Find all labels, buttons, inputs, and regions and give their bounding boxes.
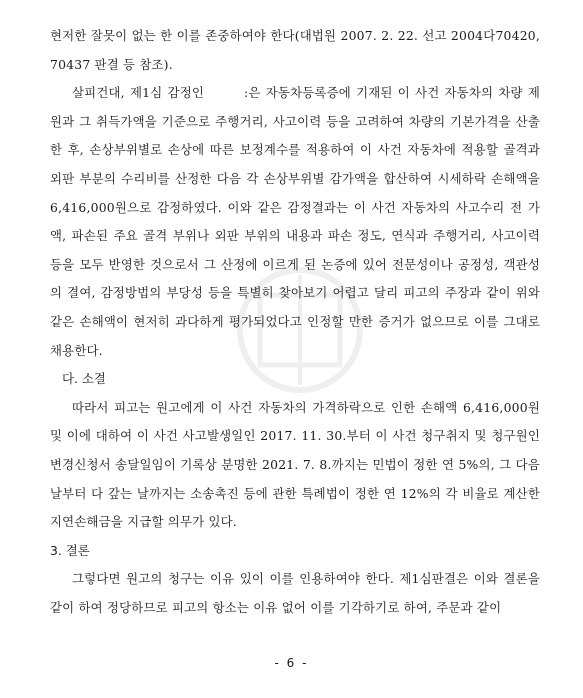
paragraph-final-conclusion: 그렇다면 원고의 청구는 이유 있이 이를 인용하여야 한다. 제1심판결은 이와 결론을 같이 하여 정당하므로 피고의 항소는 이유 없어 이를 기각하기로 하여, 주문과 같이 [50, 571, 540, 615]
appraiser-intro: 살피건대, 제1심 감정인 [72, 85, 205, 101]
appraisal-body: :은 자동차등록증에 기재된 이 사건 자동차의 차량 제원과 그 취득가액을 기준으로 주행거리, 사고이력 등을 고려하여 차량의 기본가격을 산출한 후, 손상부위별로 손상에 따른 보정계수를 적용하여 이 사건 자동차에 적용할 골격과 외판 부분의 수리비를 산정한 다음 각 손상부위별 감가액을 합산하여 시세하락 손해액을 6,416,000원으로 감정하였다. 이와 같은 감정결과는 이 사건 자동차의 사고수리 전 가액, 파손된 주요 골격 부위나 외판 부위의 내용과 파손 정도, 연식과 주행거리, 사고이력 등을 모두 반영한 것으로서 그 산정에 이르게 된 논증에 있어 전문성이나 공정성, 객관성의 결여, 감정방법의 부당성 등을 특별히 찾아보기 어렵고 달리 피고의 주장과 같이 위와 같은 손해액이 현저히 과다하게 평가되었다고 인정할 만한 증거가 없으므로 이를 그대로 채용한다. [50, 85, 540, 358]
paragraph-precedent-citation: 현저한 잘못이 없는 한 이를 존중하여야 한다(대법원 2007. 2. 22. 선고 2004다70420, 70437 판결 등 참조). [50, 28, 540, 72]
section-heading-conclusion: 3. 결론 [50, 542, 90, 558]
paragraph-appraisal [50, 79, 540, 365]
section-heading-conclusion-sub: 다. 소결 [62, 371, 106, 387]
document-body [50, 22, 540, 622]
paragraph-damages-order: 따라서 피고는 원고에게 이 사건 자동차의 가격하락으로 인한 손해액 6,416,000원 및 이에 대하여 이 사건 사고발생일인 2017. 11. 30.부터 이 사건 청구취지 및 청구원인 변경신청서 송달일임이 기록상 분명한 2021. 7. 8.까지는 민법이 정한 연 5%의, 그 다음날부터 다 갚는 날까지는 소송촉진 등에 관한 특례법이 정한 연 12%의 각 비율로 계산한 지연손해금을 지급할 의무가 있다. [50, 399, 540, 530]
page-number: - 6 - [274, 656, 309, 670]
